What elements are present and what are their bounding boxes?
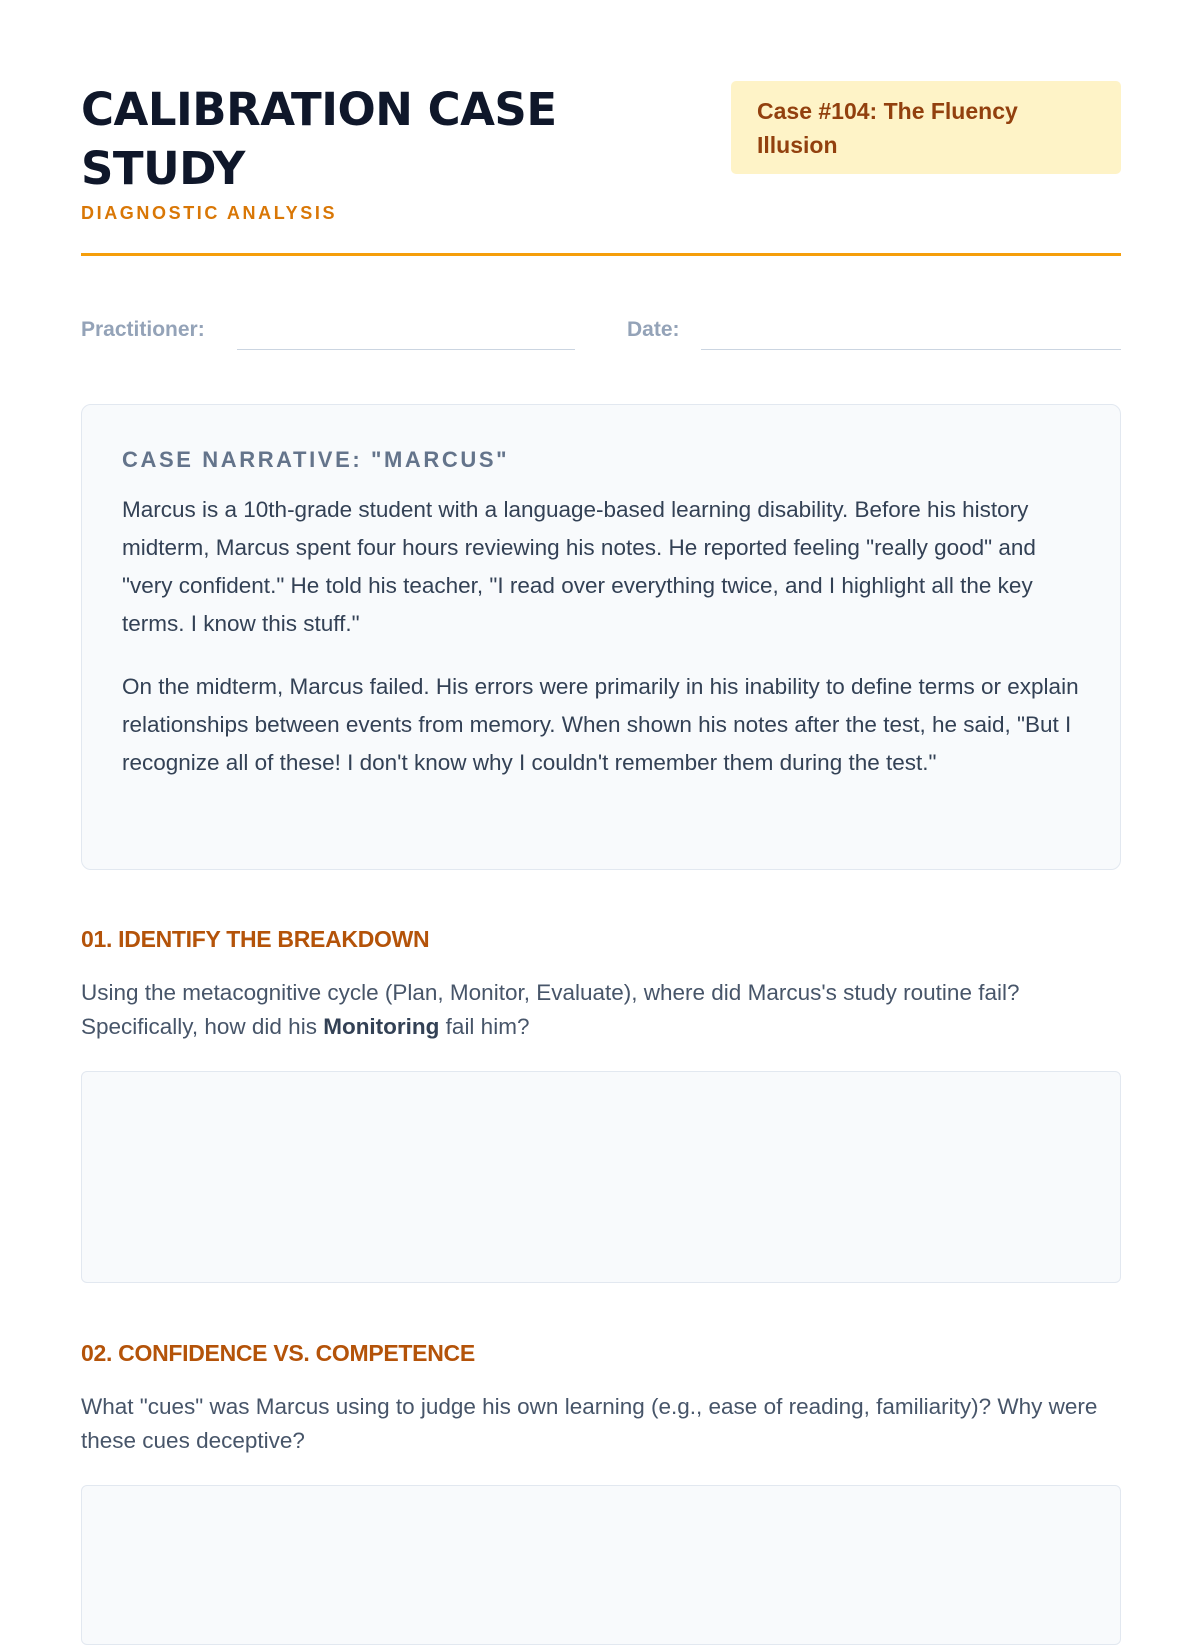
worksheet-page bbox=[81, 0, 1121, 1453]
question-emphasis: Monitoring bbox=[323, 1014, 440, 1039]
date-field[interactable] bbox=[701, 349, 1121, 350]
question-confidence: What "cues" was Marcus using to judge his own learning (e.g., ease of reading, familiarity)? Why were these cues deceptive? bbox=[81, 1394, 1098, 1453]
case-narrative-panel bbox=[81, 404, 1121, 870]
answer-box-confidence[interactable] bbox=[81, 1485, 1121, 1645]
section-heading-confidence: 02. CONFIDENCE VS. COMPETENCE bbox=[81, 1340, 475, 1366]
narrative-paragraph: On the midterm, Marcus failed. His errors were primarily in his inability to define terms or explain relationships between events from memory. When shown his notes after the test, he said, "But I recognize all of these! I don't know why I couldn't remember them during the test." bbox=[122, 674, 1079, 775]
case-badge: Case #104: The Fluency Illusion bbox=[731, 81, 1121, 174]
practitioner-label: Practitioner: bbox=[81, 318, 205, 341]
meta-row bbox=[81, 316, 1121, 352]
practitioner-field[interactable] bbox=[237, 349, 575, 350]
answer-box-breakdown[interactable] bbox=[81, 1071, 1121, 1283]
narrative-paragraph: Marcus is a 10th-grade student with a language-based learning disability. Before his history midterm, Marcus spent four hours reviewing his notes. He reported feeling "really good" and "very confident." He told his teacher, "I read over everything twice, and I highlight all the key terms. I know this stuff." bbox=[122, 497, 1036, 636]
question-breakdown bbox=[81, 976, 1121, 1044]
narrative-title: CASE NARRATIVE: "MARCUS" bbox=[122, 447, 510, 472]
section-heading-breakdown: 01. IDENTIFY THE BREAKDOWN bbox=[81, 926, 430, 952]
date-label: Date: bbox=[627, 318, 680, 341]
page-title: CALIBRATION CASE STUDY bbox=[81, 83, 557, 195]
worksheet-header bbox=[81, 0, 1121, 256]
question-text: fail him? bbox=[439, 1014, 530, 1039]
page-subtitle: DIAGNOSTIC ANALYSIS bbox=[81, 203, 338, 223]
question-text: Using the metacognitive cycle (Plan, Monitor, Evaluate), where did Marcus's study routine fail? Specifically, how did his bbox=[81, 980, 1020, 1039]
